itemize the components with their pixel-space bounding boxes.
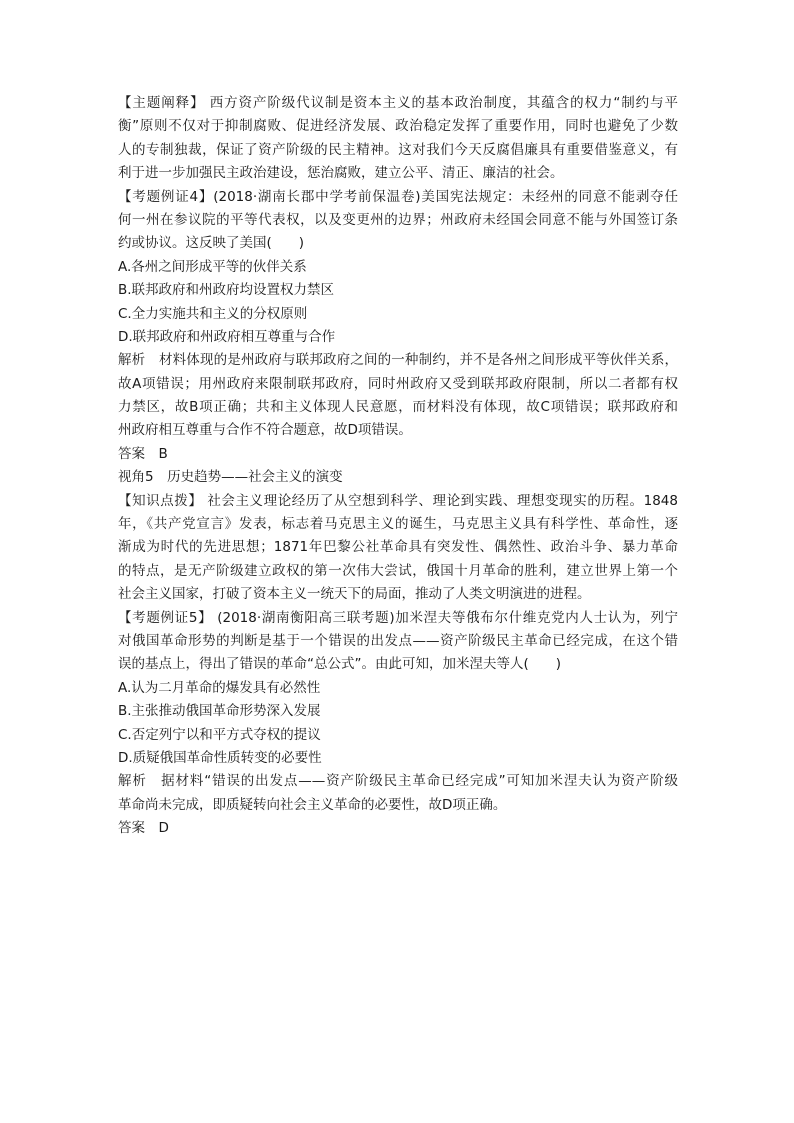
text-line: 解析 材料体现的是州政府与联邦政府之间的一种制约，并不是各州之间形成平等伙伴关系， xyxy=(118,352,678,369)
text-line: 视角5 历史趋势——社会主义的演变 xyxy=(118,469,343,486)
document-body xyxy=(118,92,678,841)
text-line: 的特点，是无产阶级建立政权的第一次伟大尝试，俄国十月革命的胜利，建立世界上第一个 xyxy=(118,562,678,579)
text-line: D.联邦政府和州政府相互尊重与合作 xyxy=(118,328,336,345)
text-line: 人的专制独裁，保证了资产阶级的民主精神。这对我们今天反腐倡廉具有重要借鉴意义，有 xyxy=(118,141,678,158)
text-line: B.联邦政府和州政府均设置权力禁区 xyxy=(118,282,335,299)
text-line: 革命尚未完成，即质疑转向社会主义革命的必要性，故D项正确。 xyxy=(118,796,507,813)
text-line: 年，《共产党宣言》发表，标志着马克思主义的诞生，马克思主义具有科学性、革命性，逐 xyxy=(118,516,678,533)
text-line: 力禁区，故B项正确；共和主义体现人民意愿，而材料没有体现，故C项错误；联邦政府和 xyxy=(118,399,678,416)
text-line: 解析 据材料“错误的出发点——资产阶级民主革命已经完成”可知加米涅夫认为资产阶级 xyxy=(118,773,678,790)
text-line: 误的基点上，得出了错误的革命“总公式”。由此可知，加米涅夫等人( ) xyxy=(118,656,562,673)
text-line: D.质疑俄国革命性质转变的必要性 xyxy=(118,749,322,766)
text-line: B.主张推动俄国革命形势深入发展 xyxy=(118,703,321,720)
text-line: 州政府相互尊重与合作不符合题意，故D项错误。 xyxy=(118,422,412,439)
text-line: C.全力实施共和主义的分权原则 xyxy=(118,305,308,322)
text-line: 约或协议。这反映了美国( ) xyxy=(118,235,305,252)
text-line: 社会主义国家，打破了资本主义一统天下的局面，推动了人类文明演进的进程。 xyxy=(118,586,591,603)
text-line: 答案 D xyxy=(118,820,169,837)
text-line: 对俄国革命形势的判断是基于一个错误的出发点——资产阶级民主革命已经完成，在这个错 xyxy=(118,632,678,649)
text-line: 渐成为时代的先进思想；1871年巴黎公社革命具有突发性、偶然性、政治斗争、暴力革命 xyxy=(118,539,678,556)
text-line: 答案 B xyxy=(118,445,168,462)
text-line: 【主题阐释】 西方资产阶级代议制是资本主义的基本政治制度，其蕴含的权力“制约与平 xyxy=(118,95,678,111)
text-line: A.认为二月革命的爆发具有必然性 xyxy=(118,679,321,696)
text-line: A.各州之间形成平等的伙伴关系 xyxy=(118,258,307,275)
text-line: 何一州在参议院的平等代表权，以及变更州的边界；州政府未经国会同意不能与外国签订条 xyxy=(118,211,678,228)
text-line: C.否定列宁以和平方式夺权的提议 xyxy=(118,726,321,743)
text-line: 衡”原则不仅对于抑制腐败、促进经济发展、政治稳定发挥了重要作用，同时也避免了少数 xyxy=(118,118,678,135)
text-line: 【考题例证5】 (2018·湖南衡阳高三联考题)加米涅夫等俄布尔什维克党内人士认为，列宁 xyxy=(118,609,678,626)
text-line: 【考题例证4】(2018·湖南长郡中学考前保温卷)美国宪法规定：未经州的同意不能剥夺任 xyxy=(118,188,678,205)
text-line: 故A项错误；用州政府来限制联邦政府，同时州政府又受到联邦政府限制，所以二者都有权 xyxy=(118,375,678,392)
text-line: 【知识点拨】 社会主义理论经历了从空想到科学、理论到实践、理想变现实的历程。1848 xyxy=(118,492,678,509)
text-line: 利于进一步加强民主政治建设，惩治腐败，建立公平、清正、廉洁的社会。 xyxy=(118,165,564,182)
